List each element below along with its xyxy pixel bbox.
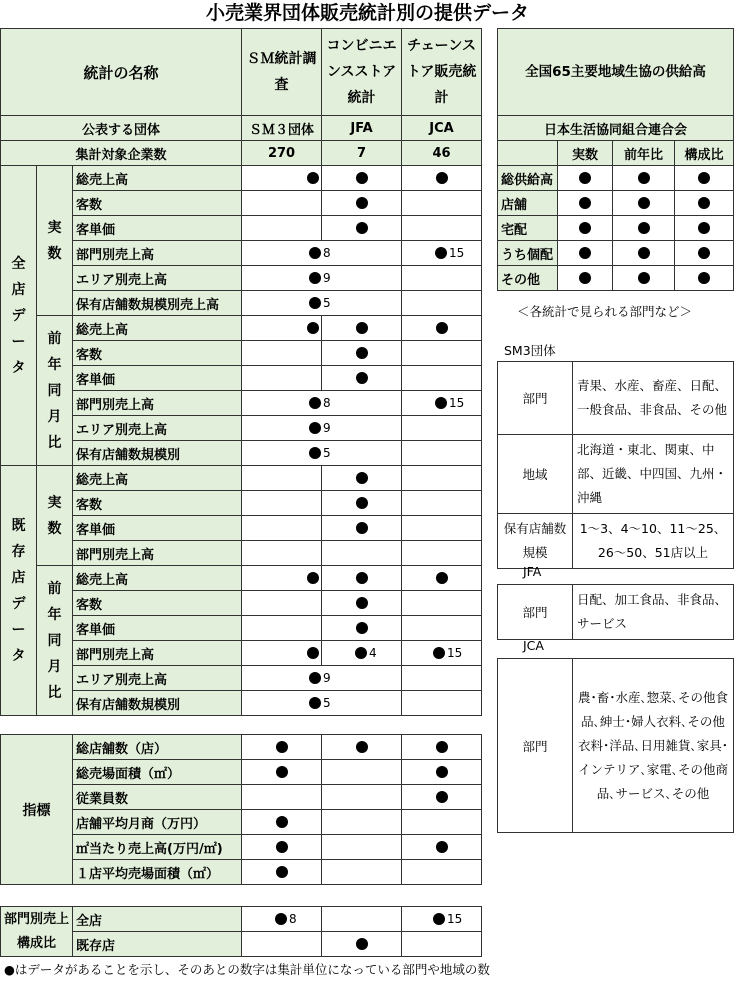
data-dot: [356, 472, 368, 484]
data-dot: [355, 647, 367, 659]
data-dot: [356, 622, 368, 634]
row-label: 総売上高: [73, 566, 242, 591]
data-dot: [309, 272, 321, 284]
jca-section-title: JCA: [523, 638, 544, 653]
data-dot: [638, 172, 650, 184]
data-dot: [638, 197, 650, 209]
sm-area-label: 地域: [498, 435, 573, 514]
data-dot: [698, 272, 710, 284]
data-dot: [356, 741, 368, 753]
data-dot: [356, 572, 368, 584]
jfa-dept-table: [497, 584, 734, 640]
count-number: 15: [447, 646, 463, 660]
data-dot: [436, 841, 448, 853]
count-number: 9: [323, 671, 331, 685]
data-dot: [433, 647, 445, 659]
count-number: 15: [449, 246, 465, 260]
jfa-dept-text: 日配、加工食品、非食品、サービス: [573, 585, 734, 640]
data-dot: [436, 572, 448, 584]
page-title: 小売業界団体販売統計別の提供データ: [205, 2, 529, 24]
coop-row-label: 店舗: [498, 191, 558, 216]
data-dot: [309, 422, 321, 434]
count-number: 9: [323, 421, 331, 435]
sm-section-title: SM3団体: [504, 343, 556, 358]
data-dot: [356, 372, 368, 384]
jca-dept-table: [497, 658, 734, 833]
row-label: 客数: [73, 341, 242, 366]
data-dot: [356, 597, 368, 609]
count-number: 15: [449, 396, 465, 410]
sm-dept-label: 部門: [498, 362, 573, 435]
data-dot: [436, 791, 448, 803]
data-dot: [433, 913, 445, 925]
cvs-stats-header: コンビニエンスストア統計: [322, 29, 402, 116]
row-label: 店舗平均月商（万円）: [73, 810, 242, 835]
data-dot: [356, 497, 368, 509]
data-dot: [356, 197, 368, 209]
row-label: 全店: [73, 907, 242, 932]
coop-title: 全国65主要地域生協の供給高: [498, 29, 734, 116]
data-dot: [579, 172, 591, 184]
coop-supply-table: [497, 28, 734, 291]
data-dot: [579, 247, 591, 259]
coop-col-actual: 実数: [558, 141, 613, 166]
coop-col-yoy: 前年比: [613, 141, 675, 166]
data-dot: [309, 247, 321, 259]
stat-name-header: 統計の名称: [1, 29, 242, 116]
jfa-section-title: JFA: [523, 564, 542, 579]
all-store-group-label: 全店データ: [1, 166, 37, 466]
data-dot: [356, 172, 368, 184]
data-dot: [698, 247, 710, 259]
data-dot: [435, 397, 447, 409]
data-dot: [276, 766, 288, 778]
row-label: 客単価: [73, 516, 242, 541]
footnote: ●はデータがあることを示し、そのあとの数字は集計単位になっている部門や地域の数: [4, 962, 490, 977]
data-dot: [309, 297, 321, 309]
data-dot: [276, 741, 288, 753]
data-dot: [638, 272, 650, 284]
actual-label: 実数: [37, 166, 73, 316]
count-number: 8: [289, 912, 297, 926]
company-count-label: 集計対象企業数: [1, 141, 242, 166]
sm-dept-text: 青果、水産、畜産、日配、一般食品、非食品、その他: [573, 362, 734, 435]
company-count-jfa: 7: [322, 141, 402, 166]
row-label: 総売場面積（㎡）: [73, 760, 242, 785]
dept-ratio-label: 部門別売上構成比: [1, 907, 73, 957]
row-label: 部門別売上高: [73, 641, 242, 666]
data-dot: [275, 913, 287, 925]
row-label: 既存店: [73, 932, 242, 957]
data-dot: [309, 447, 321, 459]
row-label: 客数: [73, 591, 242, 616]
publisher-jca: JCA: [402, 116, 482, 141]
row-label: 従業員数: [73, 785, 242, 810]
data-dot: [698, 172, 710, 184]
row-label: 客単価: [73, 616, 242, 641]
count-number: 15: [447, 912, 463, 926]
data-dot: [356, 322, 368, 334]
coop-org: 日本生活協同組合連合会: [498, 116, 734, 141]
row-label: 総店舗数（店）: [73, 735, 242, 760]
data-dot: [309, 397, 321, 409]
main-stats-table: [0, 28, 482, 716]
row-label: 部門別売上高: [73, 241, 242, 266]
data-dot: [436, 766, 448, 778]
count-number: 5: [323, 446, 331, 460]
row-label: エリア別売上高: [73, 416, 242, 441]
count-number: 4: [369, 646, 377, 660]
data-dot: [435, 247, 447, 259]
publisher-jfa: JFA: [322, 116, 402, 141]
count-number: 5: [323, 296, 331, 310]
company-count-jca: 46: [402, 141, 482, 166]
data-dot: [276, 866, 288, 878]
data-dot: [276, 841, 288, 853]
dept-ratio-table: [0, 906, 482, 957]
row-label: １店平均売場面積（㎡）: [73, 860, 242, 885]
row-label: 客数: [73, 491, 242, 516]
publisher-label: 公表する団体: [1, 116, 242, 141]
data-dot: [579, 197, 591, 209]
chain-store-header: チェーンストア販売統計: [402, 29, 482, 116]
row-label: 客単価: [73, 216, 242, 241]
row-label: 保有店舗数規模別売上高: [73, 291, 242, 316]
data-dot: [356, 222, 368, 234]
indicators-label: 指標: [1, 735, 73, 885]
existing-store-group-label: 既存店データ: [1, 466, 37, 716]
dept-caption: ＜各統計で見られる部門など＞: [517, 304, 693, 319]
data-dot: [579, 222, 591, 234]
row-label: ㎡当たり売上高(万円/㎡): [73, 835, 242, 860]
data-dot: [638, 222, 650, 234]
count-number: 8: [323, 396, 331, 410]
data-dot: [698, 222, 710, 234]
count-number: 9: [323, 271, 331, 285]
count-number: 8: [323, 246, 331, 260]
coop-row-label: その他: [498, 266, 558, 291]
data-dot: [276, 816, 288, 828]
yoy-label: 前年同月比: [37, 316, 73, 466]
data-dot: [356, 522, 368, 534]
coop-row-label: 宅配: [498, 216, 558, 241]
data-dot: [638, 247, 650, 259]
sm-scale-text: 1～3、4～10、11～25、26～50、51店以上: [573, 514, 734, 569]
data-dot: [356, 347, 368, 359]
row-label: 部門別売上高: [73, 391, 242, 416]
data-dot: [307, 322, 319, 334]
count-number: 5: [323, 696, 331, 710]
jca-dept-label: 部門: [498, 659, 573, 833]
jca-dept-text: 農･畜･水産､惣菜､その他食品､紳士･婦人衣料､その他衣料･洋品､日用雑貨､家具･インテリア､家電､その他商品､サービス､その他: [573, 659, 734, 833]
data-dot: [309, 697, 321, 709]
data-dot: [307, 647, 319, 659]
row-label: 総売上高: [73, 166, 242, 191]
sm-dept-table: [497, 361, 734, 569]
data-dot: [698, 197, 710, 209]
data-dot: [436, 741, 448, 753]
row-label: 総売上高: [73, 466, 242, 491]
row-label: エリア別売上高: [73, 266, 242, 291]
coop-col-ratio: 構成比: [675, 141, 734, 166]
sm-survey-header: ＳＭ統計調査: [242, 29, 322, 116]
coop-row-label: 総供給高: [498, 166, 558, 191]
coop-row-label: うち個配: [498, 241, 558, 266]
jfa-dept-label: 部門: [498, 585, 573, 640]
row-label: 保有店舗数規模別: [73, 441, 242, 466]
data-dot: [307, 172, 319, 184]
yoy-label: 前年同月比: [37, 566, 73, 716]
data-dot: [309, 672, 321, 684]
row-label: 保有店舗数規模別: [73, 691, 242, 716]
data-dot: [579, 272, 591, 284]
indicators-table: [0, 734, 482, 885]
sm-area-text: 北海道・東北、関東、中部、近畿、中四国、九州・沖縄: [573, 435, 734, 514]
row-label: 総売上高: [73, 316, 242, 341]
row-label: エリア別売上高: [73, 666, 242, 691]
row-label: 客単価: [73, 366, 242, 391]
data-dot: [436, 322, 448, 334]
company-count-sm: 270: [242, 141, 322, 166]
publisher-sm: ＳＭ３団体: [242, 116, 322, 141]
data-dot: [307, 572, 319, 584]
data-dot: [436, 172, 448, 184]
row-label: 部門別売上高: [73, 541, 242, 566]
data-dot: [356, 938, 368, 950]
sm-scale-label: 保有店舗数規模: [498, 514, 573, 569]
actual-label: 実数: [37, 466, 73, 566]
row-label: 客数: [73, 191, 242, 216]
